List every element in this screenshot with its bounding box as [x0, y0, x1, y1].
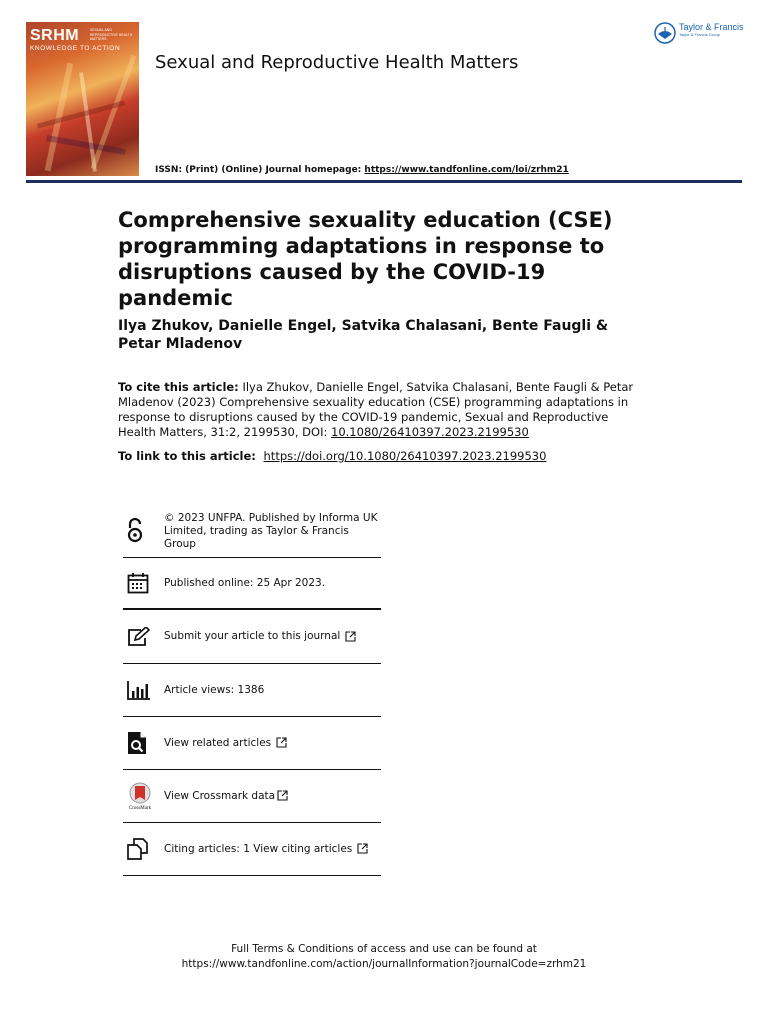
external-link-icon: [277, 790, 288, 801]
header-rule: [26, 180, 742, 183]
cover-tagline: KNOWLEDGE TO ACTION: [30, 45, 121, 52]
open-access-icon: [127, 518, 143, 544]
published-row: [123, 558, 381, 610]
cover-logo: SRHM: [30, 27, 80, 44]
article-doi-link[interactable]: https://doi.org/10.1080/26410397.2023.2199530: [263, 449, 547, 463]
cite-doi-link[interactable]: 10.1080/26410397.2023.2199530: [331, 425, 529, 439]
bar-chart-icon: [127, 680, 151, 700]
article-link-line: [118, 449, 546, 464]
terms-footer: [0, 942, 768, 972]
journal-homepage-link[interactable]: https://www.tandfonline.com/loi/zrhm21: [364, 165, 569, 175]
crossmark-link[interactable]: View Crossmark data: [164, 789, 276, 802]
article-info-box: [123, 505, 381, 876]
license-row[interactable]: [123, 505, 381, 558]
related-row[interactable]: [123, 717, 381, 770]
article-views-text: Article views: 1386: [164, 683, 265, 696]
views-row: [123, 664, 381, 717]
citing-documents-icon: [127, 838, 151, 860]
cite-label: To cite this article:: [118, 380, 239, 394]
related-articles-link[interactable]: View related articles: [164, 736, 272, 749]
issn-text: ISSN: (Print) (Online) Journal homepage:: [155, 165, 365, 175]
article-authors: Ilya Zhukov, Danielle Engel, Satvika Chalasani, Bente Faugli & Petar Mladenov: [118, 318, 609, 352]
article-title: Comprehensive sexuality education (CSE) programming adaptations in response to disruptions caused by the COVID-19 pandemic: [118, 208, 613, 310]
license-text: © 2023 UNFPA. Published by Informa UK Limited, trading as Taylor & Francis Group: [164, 511, 378, 550]
link-label: To link to this article:: [118, 449, 256, 463]
journal-title[interactable]: Sexual and Reproductive Health Matters: [155, 52, 519, 73]
external-link-icon: [276, 737, 287, 748]
crossmark-row[interactable]: [123, 770, 381, 823]
calendar-icon: [127, 572, 149, 594]
edit-pencil-icon: [127, 627, 151, 647]
cover-small-text: SEXUAL AND REPRODUCTIVE HEALTH MATTERS: [90, 28, 133, 41]
journal-cover-image: [26, 22, 139, 176]
publisher-name: Taylor & Francis: [679, 22, 744, 32]
crossmark-icon-label: CrossMark: [128, 806, 152, 810]
external-link-icon: [345, 631, 356, 642]
terms-url[interactable]: https://www.tandfonline.com/action/journalInformation?journalCode=zrhm21: [181, 958, 587, 970]
submit-row[interactable]: [123, 610, 381, 664]
crossmark-icon: [127, 782, 153, 810]
taylor-francis-logo-icon: [654, 22, 676, 44]
publisher-subname: Taylor & Francis Group: [679, 32, 720, 37]
issn-line: [155, 165, 569, 175]
document-search-icon: [127, 731, 147, 755]
citation: [118, 380, 648, 440]
published-date-text: Published online: 25 Apr 2023.: [164, 576, 326, 589]
external-link-icon: [357, 843, 368, 854]
terms-line-1: Full Terms & Conditions of access and use can be found at: [231, 943, 537, 955]
citing-articles-link[interactable]: Citing articles: 1 View citing articles: [164, 842, 353, 855]
citing-row[interactable]: [123, 823, 381, 876]
publisher-logo[interactable]: [654, 22, 744, 44]
submit-article-link[interactable]: Submit your article to this journal: [164, 630, 341, 642]
cite-text: Ilya Zhukov, Danielle Engel, Satvika Chalasani, Bente Faugli & Petar Mladenov (2023) Comprehensive sexuality education (CSE) programming adaptations in response to disruptions caused by the COVID-19 pandemic, Sexual and Reproductive Health Matters, 31:2, 2199530, DOI:: [118, 380, 634, 439]
